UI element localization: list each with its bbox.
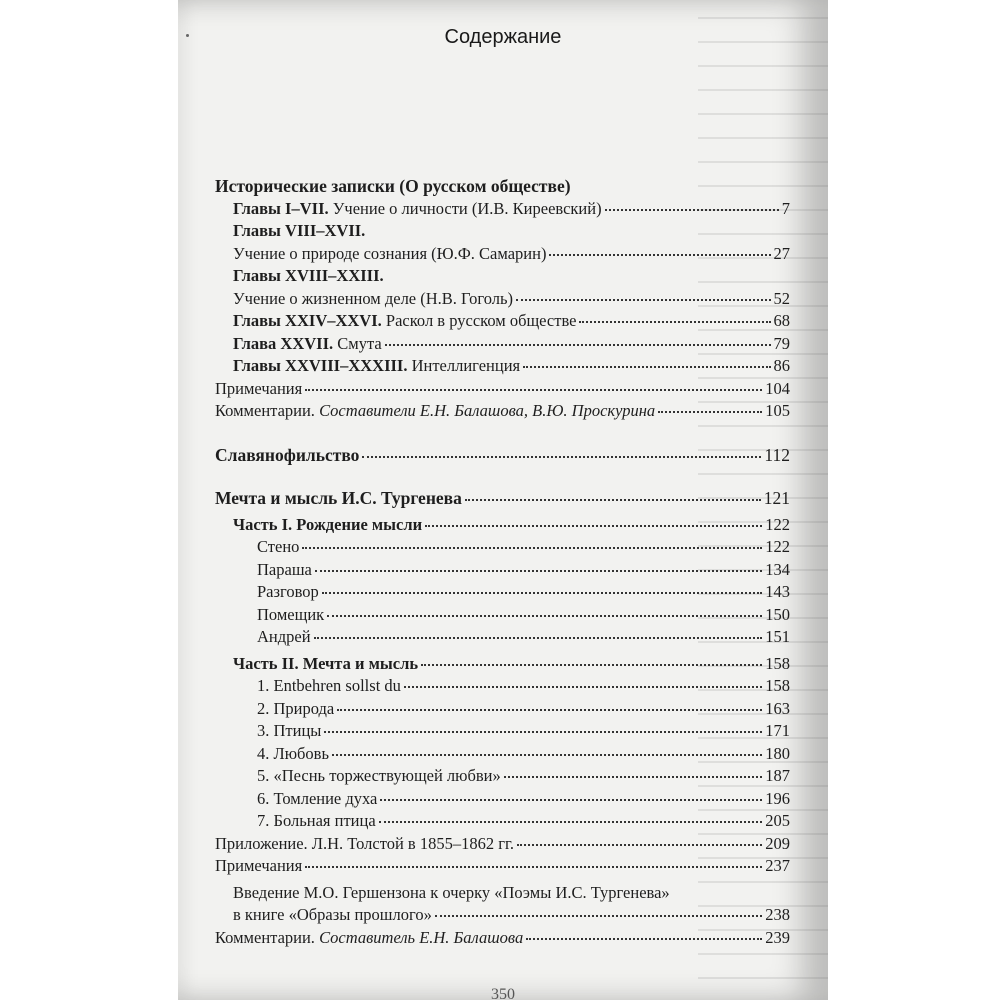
toc-entry: Параша 134 [257,559,790,579]
toc-entry: в книге «Образы прошлого» 238 [233,905,790,924]
toc-entry: 5. «Песнь торжествующей любви» 187 [257,766,790,785]
toc-entry: Главы I–VII. Учение о личности (И.В. Киреевский) 7 [233,198,790,218]
book-page [178,0,828,1000]
toc-entry: 4. Любовь 180 [257,743,790,763]
toc-entry: 2. Природа 163 [257,698,790,718]
toc-entry: Глава XXVII. Смута 79 [233,333,790,353]
toc-section-heading: Славянофильство 112 [215,444,790,465]
toc-entry: Главы VIII–XVII. [233,221,366,240]
toc-entry: Главы XXVIII–XXXIII. Интеллигенция 86 [233,356,790,375]
toc-entry: Примечания 104 [215,378,790,398]
toc-entry: Главы XVIII–XXIII. [233,266,384,285]
page-title: Содержание [444,26,562,48]
toc-entry: 7. Больная птица 205 [257,811,790,830]
toc-entry: Помещик 150 [257,604,790,624]
toc-entry: Стено 122 [257,537,790,556]
toc-entry: Комментарии. Составитель Е.Н. Балашова 239 [215,927,790,947]
toc-entry: Введение М.О. Гершензона к очерку «Поэмы И.С. Тургенева» [233,882,670,902]
toc-entry: Учение о природе сознания (Ю.Ф. Самарин) 27 [233,243,790,263]
toc-entry: Учение о жизненном деле (Н.В. Гоголь) 52 [233,288,790,308]
toc-entry: Главы XXIV–XXVI. Раскол в русском обществе 68 [233,311,790,330]
toc-entry: Приложение. Л.Н. Толстой в 1855–1862 гг. 209 [215,833,790,853]
toc-section-heading: Исторические записки (О русском обществе) [215,176,571,196]
toc-section-heading: Мечта и мысль И.С. Тургенева 121 [215,488,790,508]
toc-entry: Примечания 237 [215,856,790,875]
toc-entry: 6. Томление духа 196 [257,788,790,808]
toc-entry: Часть I. Рождение мысли 122 [233,514,790,534]
toc-entry: Разговор 143 [257,582,790,601]
toc-entry: 3. Птицы 171 [257,721,790,740]
table-of-contents [215,176,790,950]
page-number: 350 [491,986,515,1000]
toc-entry: Часть II. Мечта и мысль 158 [233,653,790,673]
toc-entry: 1. Entbehren sollst du 158 [257,676,790,695]
toc-entry: Комментарии. Составители Е.Н. Балашова, В.Ю. Проскурина 105 [215,401,790,420]
toc-entry: Андрей 151 [257,627,790,646]
